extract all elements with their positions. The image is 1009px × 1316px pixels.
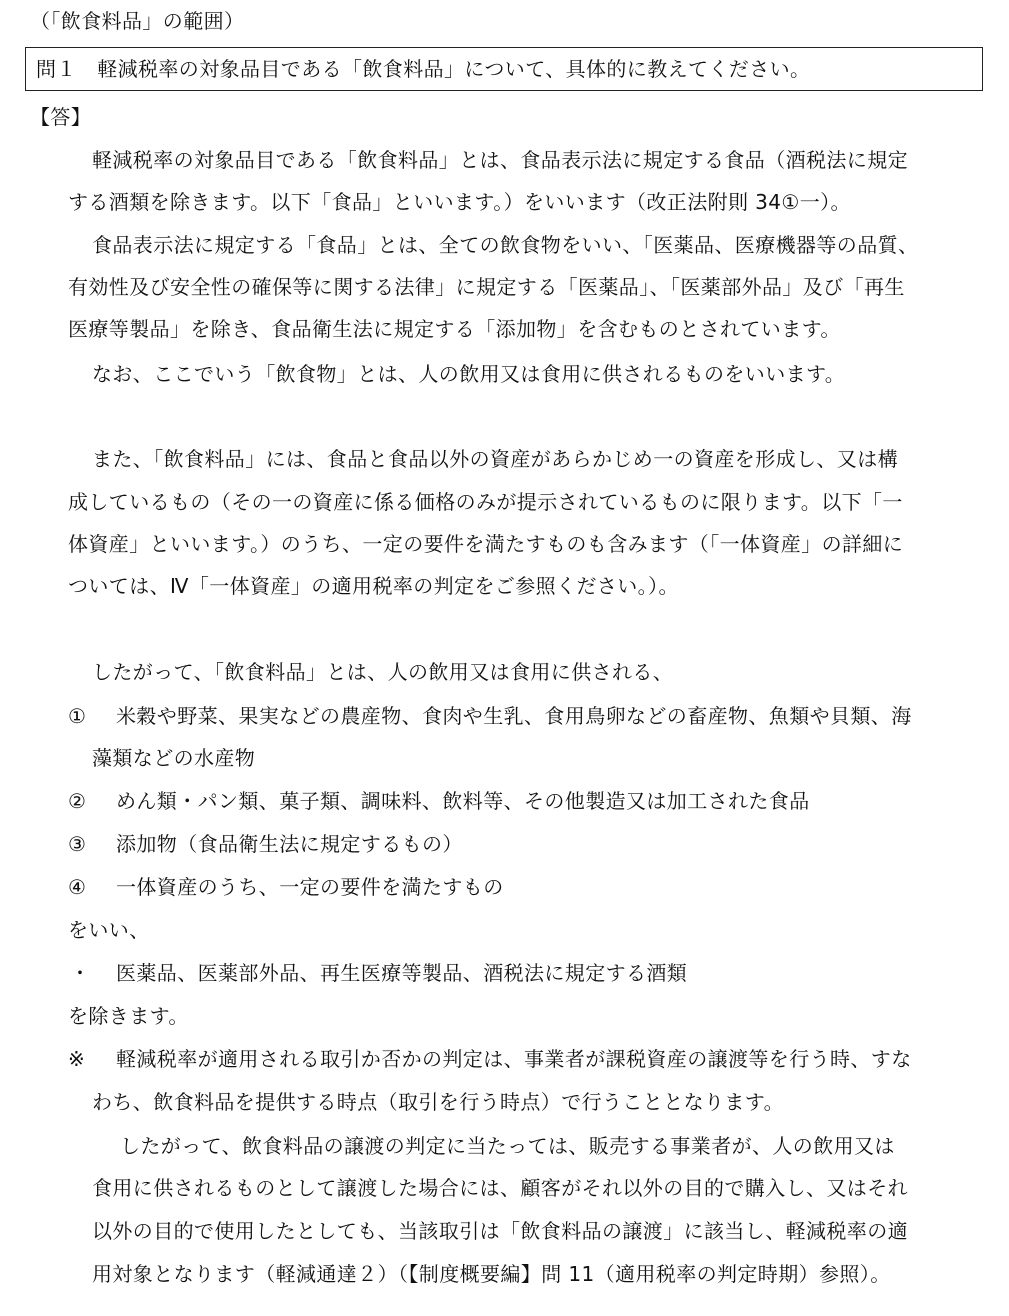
list-item-number: ②	[68, 789, 87, 813]
note-line: わち、飲食料品を提供する時点（取引を行う時点）で行うこととなります。	[92, 1090, 784, 1114]
section-title: （「飲食料品」の範囲）	[30, 9, 245, 33]
answer-heading: 【答】	[30, 105, 92, 129]
paragraph-line: する酒類を除きます。以下「食品」といいます。）をいいます（改正法附則 34①一）。	[68, 190, 851, 214]
paragraph-line: 成しているもの（その一の資産に係る価格のみが提示されているものに限ります。以下「一	[68, 490, 903, 514]
question-box	[25, 47, 983, 91]
paragraph-line: 食品表示法に規定する「食品」とは、全ての飲食物をいい、「医薬品、医療機器等の品質、	[92, 233, 919, 257]
note-mark: ※	[68, 1047, 86, 1071]
paragraph-line: 医療等製品」を除き、食品衛生法に規定する「添加物」を含むものとされています。	[68, 317, 841, 341]
list-item-text: 添加物（食品衛生法に規定するもの）	[116, 832, 463, 856]
list-item-text: めん類・パン類、菓子類、調味料、飲料等、その他製造又は加工された食品	[116, 789, 810, 813]
paragraph-line: ついては、Ⅳ「一体資産」の適用税率の判定をご参照ください。）。	[68, 574, 679, 598]
question-text: 問１ 軽減税率の対象品目である「飲食料品」について、具体的に教えてください。	[36, 57, 811, 81]
paragraph-line: 軽減税率の対象品目である「飲食料品」とは、食品表示法に規定する食品（酒税法に規定	[92, 148, 908, 172]
list-item-number: ④	[68, 875, 87, 899]
paragraph-line: 体資産」といいます。）のうち、一定の要件を満たすものも含みます（「一体資産」の詳細に	[68, 532, 904, 556]
exclusion-text: 医薬品、医薬部外品、再生医療等製品、酒税法に規定する酒類	[116, 961, 688, 985]
list-item-text: 米穀や野菜、果実などの農産物、食肉や生乳、食用鳥卵などの畜産物、魚類や貝類、海	[116, 704, 912, 728]
list-item-text: 一体資産のうち、一定の要件を満たすもの	[116, 875, 504, 899]
note-line: 食用に供されるものとして譲渡した場合には、顧客がそれ以外の目的で購入し、又はそれ	[92, 1176, 908, 1200]
paragraph-line: をいい、	[68, 918, 150, 942]
paragraph-line: なお、ここでいう「飲食物」とは、人の飲用又は食用に供されるものをいいます。	[92, 362, 846, 386]
paragraph-line: また、「飲食料品」には、食品と食品以外の資産があらかじめ一の資産を形成し、又は構	[92, 447, 898, 471]
list-item-number: ①	[68, 704, 87, 728]
paragraph-line: 有効性及び安全性の確保等に関する法律」に規定する「医薬品」、「医薬部外品」及び「再生	[68, 275, 905, 299]
list-item-number: ③	[68, 832, 87, 856]
note-line: 以外の目的で使用したとしても、当該取引は「飲食料品の譲渡」に該当し、軽減税率の適	[92, 1219, 908, 1243]
note-line: したがって、飲食料品の譲渡の判定に当たっては、販売する事業者が、人の飲用又は	[120, 1134, 895, 1158]
paragraph-line: を除きます。	[68, 1004, 189, 1028]
note-line: 軽減税率が適用される取引か否かの判定は、事業者が課税資産の譲渡等を行う時、すな	[116, 1047, 912, 1071]
paragraph-line: したがって、「飲食料品」とは、人の飲用又は食用に供される、	[92, 660, 674, 684]
list-item-text: 藻類などの水産物	[92, 746, 256, 770]
note-line: 用対象となります（軽減通達２）（【制度概要編】問 11（適用税率の判定時期）参照）。	[92, 1262, 891, 1286]
bullet-mark: ・	[70, 961, 91, 985]
